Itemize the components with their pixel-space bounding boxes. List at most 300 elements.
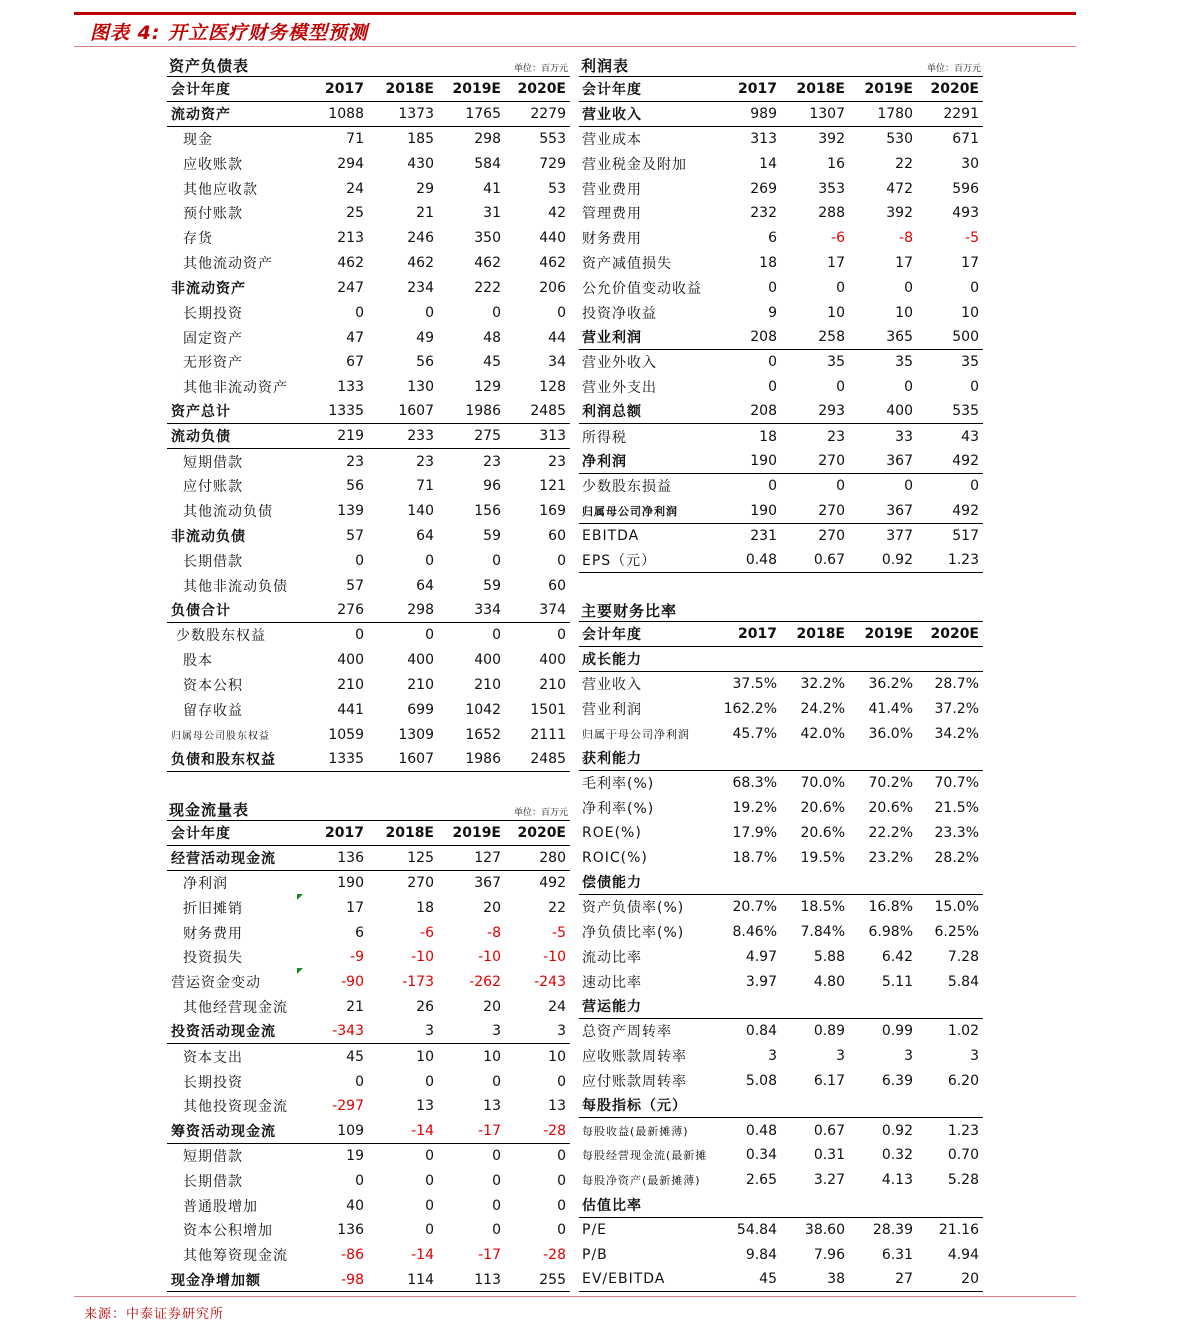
- cell-value: 190: [750, 453, 777, 470]
- cell-value: 22: [548, 899, 566, 916]
- cell-value: 19.2%: [732, 800, 777, 817]
- cell-value: 8.46%: [732, 924, 777, 941]
- cell-value: 21.16: [938, 1221, 979, 1238]
- row-label: 投资损失: [183, 950, 243, 967]
- cell-value: -6: [420, 924, 434, 941]
- cell-value: 2279: [530, 105, 566, 122]
- column-header-label: 会计年度: [582, 81, 642, 98]
- top-rule: [74, 12, 1076, 15]
- cell-value: 6.31: [881, 1246, 913, 1263]
- ratios-table: [579, 597, 983, 1292]
- cell-value: 255: [539, 1271, 566, 1288]
- cell-value: 5.88: [813, 948, 845, 965]
- cell-value: 0.92: [881, 1122, 913, 1139]
- cell-value: 553: [539, 131, 566, 148]
- table-row: [579, 325, 983, 350]
- cell-value: 0: [355, 1073, 364, 1090]
- cell-value: 0.32: [881, 1147, 913, 1164]
- table-row: [167, 350, 570, 375]
- cell-value: 17.9%: [732, 824, 777, 841]
- cell-value: -343: [332, 1023, 364, 1040]
- cell-value: 56: [416, 354, 434, 371]
- cell-value: 353: [818, 180, 845, 197]
- row-label: 现金: [183, 132, 213, 149]
- table-row: [579, 969, 983, 994]
- cell-value: -14: [411, 1122, 434, 1139]
- table-row: [579, 721, 983, 746]
- cell-value: 15.0%: [934, 899, 979, 916]
- cell-value: 0: [492, 1172, 501, 1189]
- cell-value: 4.94: [947, 1246, 979, 1263]
- row-label: 存货: [183, 231, 213, 248]
- row-label: 应收账款: [183, 156, 243, 173]
- cell-value: 1059: [328, 726, 364, 743]
- cell-value: 140: [407, 503, 434, 520]
- cell-value: 233: [407, 428, 434, 445]
- cell-value: 139: [337, 503, 364, 520]
- cell-value: 0.48: [745, 552, 777, 569]
- cell-value: 136: [337, 1222, 364, 1239]
- cell-value: 45: [483, 354, 501, 371]
- cell-value: 270: [818, 528, 845, 545]
- cell-value: 1307: [809, 105, 845, 122]
- column-header-year: 2020E: [517, 824, 566, 841]
- table-row: [579, 276, 983, 301]
- column-header-row: [167, 77, 570, 102]
- cell-value: 156: [474, 503, 501, 520]
- table-row: [167, 1218, 570, 1243]
- cell-value: 270: [407, 875, 434, 892]
- cell-value: 6: [355, 924, 364, 941]
- row-label: P/E: [582, 1221, 608, 1238]
- cell-value: 24: [346, 180, 364, 197]
- cell-value: -5: [965, 230, 979, 247]
- row-label: 负债和股东权益: [171, 751, 276, 768]
- cell-value: 127: [474, 849, 501, 866]
- row-label: 净利润: [183, 876, 228, 893]
- cell-value: 13: [416, 1098, 434, 1115]
- table-row: [167, 226, 570, 251]
- table-row: [167, 300, 570, 325]
- cell-value: 219: [337, 428, 364, 445]
- income-statement-rows: [579, 77, 983, 573]
- cell-value: -297: [332, 1098, 364, 1115]
- cell-value: 280: [539, 849, 566, 866]
- cell-value: 400: [474, 652, 501, 669]
- cell-value: 190: [750, 502, 777, 519]
- cell-value: 1.23: [947, 552, 979, 569]
- balance-sheet-header: [167, 52, 570, 77]
- cell-value: 3: [425, 1023, 434, 1040]
- table-row: [167, 127, 570, 152]
- cell-value: 400: [337, 652, 364, 669]
- cell-value: -6: [831, 230, 845, 247]
- row-label: 筹资活动现金流: [171, 1123, 276, 1140]
- table-row: [579, 1193, 983, 1218]
- cell-value: 5.08: [745, 1073, 777, 1090]
- column-header-year: 2017: [325, 80, 364, 97]
- cell-value: 190: [337, 875, 364, 892]
- row-label: 其他应收款: [183, 181, 258, 198]
- cell-value: -5: [552, 924, 566, 941]
- cell-value: 270: [818, 453, 845, 470]
- cell-value: 247: [337, 279, 364, 296]
- cell-value: 0: [970, 379, 979, 396]
- row-label: 每股经营现金流(最新摊: [582, 1149, 708, 1163]
- cell-value: 0: [768, 379, 777, 396]
- cell-value: 17: [827, 255, 845, 272]
- row-label: 非流动负债: [171, 529, 246, 546]
- table-row: [167, 920, 570, 945]
- cell-value: 125: [407, 849, 434, 866]
- cell-value: 462: [474, 255, 501, 272]
- cell-value: 14: [759, 155, 777, 172]
- table-row: [167, 499, 570, 524]
- cell-comment-marker: [297, 968, 303, 974]
- cell-value: 0.48: [745, 1122, 777, 1139]
- row-label: 所得税: [582, 429, 627, 446]
- cell-value: 185: [407, 131, 434, 148]
- cell-value: 16: [827, 155, 845, 172]
- table-row: [167, 424, 570, 449]
- cell-value: 275: [474, 428, 501, 445]
- cell-value: 9.84: [745, 1246, 777, 1263]
- row-label: 营业费用: [582, 181, 642, 198]
- column-header-year: 2018E: [385, 80, 434, 97]
- cell-value: 374: [539, 601, 566, 618]
- column-header-label: 会计年度: [582, 626, 642, 643]
- row-label: 其他流动负债: [183, 504, 273, 521]
- cell-value: 3.97: [745, 973, 777, 990]
- column-header-year: 2017: [738, 625, 777, 642]
- cell-value: -10: [478, 949, 501, 966]
- table-row: [167, 449, 570, 474]
- income-statement-unit: 单位：百万元: [926, 64, 981, 74]
- cell-value: 1.23: [947, 1122, 979, 1139]
- cell-value: 3: [970, 1048, 979, 1065]
- table-row: [579, 796, 983, 821]
- balance-sheet-title: 资产负债表: [169, 57, 250, 75]
- table-row: [167, 747, 570, 772]
- cell-value: 10: [895, 304, 913, 321]
- row-label: ROIC(%): [582, 849, 648, 866]
- cell-value: 584: [474, 155, 501, 172]
- cell-value: -28: [543, 1122, 566, 1139]
- source-note: 来源：中泰证券研究所: [84, 1307, 225, 1322]
- table-row: [579, 300, 983, 325]
- cash-flow-table: [167, 796, 570, 1292]
- table-row: [579, 350, 983, 375]
- cell-value: 60: [548, 528, 566, 545]
- cell-value: 0: [425, 552, 434, 569]
- cell-value: 0: [492, 1197, 501, 1214]
- row-label: 短期借款: [183, 454, 243, 471]
- cell-value: 10: [961, 304, 979, 321]
- cell-value: 22.2%: [868, 824, 913, 841]
- row-label: 应付账款: [183, 479, 243, 496]
- cell-value: 213: [337, 230, 364, 247]
- cell-value: 530: [886, 131, 913, 148]
- cell-value: 0: [425, 1222, 434, 1239]
- cell-value: 29: [416, 180, 434, 197]
- row-label: 资本公积增加: [183, 1223, 273, 1240]
- column-header-year: 2020E: [930, 80, 979, 97]
- cell-value: 596: [952, 180, 979, 197]
- table-row: [167, 201, 570, 226]
- row-label: 少数股东权益: [176, 628, 266, 645]
- cell-value: 1765: [465, 105, 501, 122]
- cell-value: 68.3%: [732, 775, 777, 792]
- column-header-year: 2020E: [517, 80, 566, 97]
- cell-value: 35: [895, 354, 913, 371]
- cell-value: 1652: [465, 726, 501, 743]
- cell-value: -90: [341, 974, 364, 991]
- cell-value: 59: [483, 577, 501, 594]
- cell-value: 0: [836, 279, 845, 296]
- table-row: [167, 846, 570, 871]
- cell-value: 5.11: [881, 973, 913, 990]
- table-row: [579, 945, 983, 970]
- row-label: 其他筹资现金流: [183, 1248, 288, 1265]
- row-label: 营业外支出: [582, 380, 657, 397]
- cell-value: 41.4%: [868, 700, 913, 717]
- table-row: [167, 1094, 570, 1119]
- cell-value: 298: [474, 131, 501, 148]
- cell-value: 13: [483, 1098, 501, 1115]
- cell-value: 313: [539, 428, 566, 445]
- row-label: 长期投资: [183, 1074, 243, 1091]
- cell-value: 0: [557, 627, 566, 644]
- cell-value: 10: [416, 1048, 434, 1065]
- column-header-label: 会计年度: [171, 81, 231, 98]
- cell-value: 7.84%: [800, 924, 845, 941]
- table-row: [579, 1118, 983, 1143]
- cell-value: 23: [548, 453, 566, 470]
- cell-value: 365: [886, 329, 913, 346]
- row-label: 财务费用: [183, 925, 243, 942]
- cell-value: -243: [534, 974, 566, 991]
- table-row: [167, 895, 570, 920]
- cell-value: 3: [557, 1023, 566, 1040]
- cell-value: 1335: [328, 750, 364, 767]
- cell-value: 40: [346, 1197, 364, 1214]
- cell-value: 5.84: [947, 973, 979, 990]
- cell-value: 0.92: [881, 552, 913, 569]
- cell-value: 34.2%: [934, 725, 979, 742]
- cell-value: 246: [407, 230, 434, 247]
- column-header-year: 2019E: [452, 824, 501, 841]
- cell-value: -28: [543, 1247, 566, 1264]
- row-label: 留存收益: [183, 702, 243, 719]
- cell-value: 210: [474, 676, 501, 693]
- cell-value: 6.20: [947, 1073, 979, 1090]
- cell-value: 0: [492, 552, 501, 569]
- row-label: ROE(%): [582, 824, 642, 841]
- cell-value: 42.0%: [800, 725, 845, 742]
- table-row: [167, 151, 570, 176]
- cell-value: 0: [355, 552, 364, 569]
- table-row: [579, 771, 983, 796]
- table-row: [579, 845, 983, 870]
- cell-value: 222: [474, 279, 501, 296]
- row-label: 总资产周转率: [582, 1024, 672, 1041]
- cell-value: 64: [416, 577, 434, 594]
- row-label: 估值比率: [582, 1197, 642, 1214]
- table-row: [167, 524, 570, 549]
- cell-value: 36.0%: [868, 725, 913, 742]
- cell-value: 258: [818, 329, 845, 346]
- cell-value: 989: [750, 105, 777, 122]
- cell-value: 0: [492, 1222, 501, 1239]
- table-row: [579, 102, 983, 127]
- cell-value: 0: [836, 478, 845, 495]
- cell-value: 392: [886, 205, 913, 222]
- cell-value: 234: [407, 279, 434, 296]
- cell-value: -9: [350, 949, 364, 966]
- row-label: 营业收入: [582, 106, 642, 123]
- income-statement-header: [579, 52, 983, 77]
- table-row: [579, 424, 983, 449]
- cell-value: 0.34: [745, 1147, 777, 1164]
- cell-value: 462: [337, 255, 364, 272]
- cell-value: 19.5%: [800, 849, 845, 866]
- cell-value: 41: [483, 180, 501, 197]
- row-label: 营业利润: [582, 330, 642, 347]
- column-header-year: 2018E: [796, 80, 845, 97]
- row-label: EBITDA: [582, 528, 640, 545]
- row-label: 长期借款: [183, 553, 243, 570]
- cell-value: 4.97: [745, 948, 777, 965]
- cell-value: 1501: [530, 701, 566, 718]
- row-label: 毛利率(%): [582, 776, 655, 793]
- cell-value: 67: [346, 354, 364, 371]
- table-row: [579, 1044, 983, 1069]
- cell-value: 45: [346, 1048, 364, 1065]
- cell-value: 6.39: [881, 1073, 913, 1090]
- cell-value: 10: [548, 1048, 566, 1065]
- cell-value: 2485: [530, 750, 566, 767]
- column-header-row: [579, 622, 983, 647]
- table-row: [579, 201, 983, 226]
- cell-value: 34: [548, 354, 566, 371]
- cell-value: 56: [346, 478, 364, 495]
- table-row: [579, 499, 983, 524]
- cell-value: 0.84: [745, 1023, 777, 1040]
- cell-value: -262: [469, 974, 501, 991]
- row-label: 股本: [183, 653, 213, 670]
- table-row: [167, 400, 570, 425]
- table-row: [579, 151, 983, 176]
- table-row: [579, 821, 983, 846]
- cell-value: 71: [346, 131, 364, 148]
- row-label: 其他非流动负债: [183, 578, 288, 595]
- row-label: 营业收入: [582, 677, 642, 694]
- cell-value: 18: [759, 255, 777, 272]
- row-label: 应付账款周转率: [582, 1074, 687, 1091]
- cell-value: 232: [750, 205, 777, 222]
- cell-value: 0: [425, 304, 434, 321]
- cell-value: 0.31: [813, 1147, 845, 1164]
- title-underline: [74, 46, 1076, 47]
- cell-value: 1986: [465, 403, 501, 420]
- cell-value: 367: [886, 453, 913, 470]
- cell-value: -86: [341, 1247, 364, 1264]
- cell-value: 113: [474, 1271, 501, 1288]
- cell-value: -8: [487, 924, 501, 941]
- table-row: [579, 1242, 983, 1267]
- cell-value: -17: [478, 1247, 501, 1264]
- cell-value: 23: [483, 453, 501, 470]
- cell-value: -173: [402, 974, 434, 991]
- cell-value: 17: [961, 255, 979, 272]
- cell-value: 0: [425, 1147, 434, 1164]
- table-row: [579, 1093, 983, 1118]
- cell-value: -10: [411, 949, 434, 966]
- cell-value: 30: [961, 155, 979, 172]
- cell-value: 136: [337, 849, 364, 866]
- row-label: 其他流动资产: [183, 256, 273, 273]
- table-row: [579, 449, 983, 474]
- cell-value: 0: [970, 478, 979, 495]
- cell-value: 400: [886, 403, 913, 420]
- row-label: 资产减值损失: [582, 256, 672, 273]
- cell-value: 48: [483, 329, 501, 346]
- cell-value: 1986: [465, 750, 501, 767]
- row-label: 资产总计: [171, 404, 231, 421]
- row-label: 预付账款: [183, 206, 243, 223]
- cell-value: 367: [886, 502, 913, 519]
- cell-value: 350: [474, 230, 501, 247]
- cell-value: 45.7%: [732, 725, 777, 742]
- cell-value: 133: [337, 379, 364, 396]
- cell-value: 0: [425, 1172, 434, 1189]
- cell-value: 23: [346, 453, 364, 470]
- cell-value: 10: [827, 304, 845, 321]
- cell-value: 37.5%: [732, 676, 777, 693]
- row-label: 利润总额: [582, 404, 642, 421]
- cell-value: 21.5%: [934, 800, 979, 817]
- row-label: 净负债比率(%): [582, 925, 685, 942]
- cell-value: 208: [750, 329, 777, 346]
- row-label: 现金净增加额: [171, 1272, 261, 1289]
- cell-value: 9: [768, 304, 777, 321]
- table-row: [167, 623, 570, 648]
- cell-value: 210: [539, 676, 566, 693]
- cell-value: 44: [548, 329, 566, 346]
- cell-value: 0: [904, 379, 913, 396]
- cell-value: 28.7%: [934, 676, 979, 693]
- cell-value: 0: [557, 1073, 566, 1090]
- cell-value: 492: [539, 875, 566, 892]
- income-statement-table: [579, 52, 983, 573]
- row-label: 偿债能力: [582, 875, 642, 892]
- cell-value: 400: [407, 652, 434, 669]
- cell-comment-marker: [297, 894, 303, 900]
- cash-flow-rows: [167, 821, 570, 1292]
- cell-value: 1607: [398, 403, 434, 420]
- cell-value: 20: [961, 1271, 979, 1288]
- cell-value: 210: [407, 676, 434, 693]
- cell-value: 2111: [530, 726, 566, 743]
- cell-value: 24: [548, 999, 566, 1016]
- table-row: [579, 548, 983, 573]
- cell-value: 49: [416, 329, 434, 346]
- row-label: 短期借款: [183, 1148, 243, 1165]
- cell-value: 313: [750, 131, 777, 148]
- cell-value: 37.2%: [934, 700, 979, 717]
- cell-value: 4.13: [881, 1172, 913, 1189]
- cell-value: 6.25%: [934, 924, 979, 941]
